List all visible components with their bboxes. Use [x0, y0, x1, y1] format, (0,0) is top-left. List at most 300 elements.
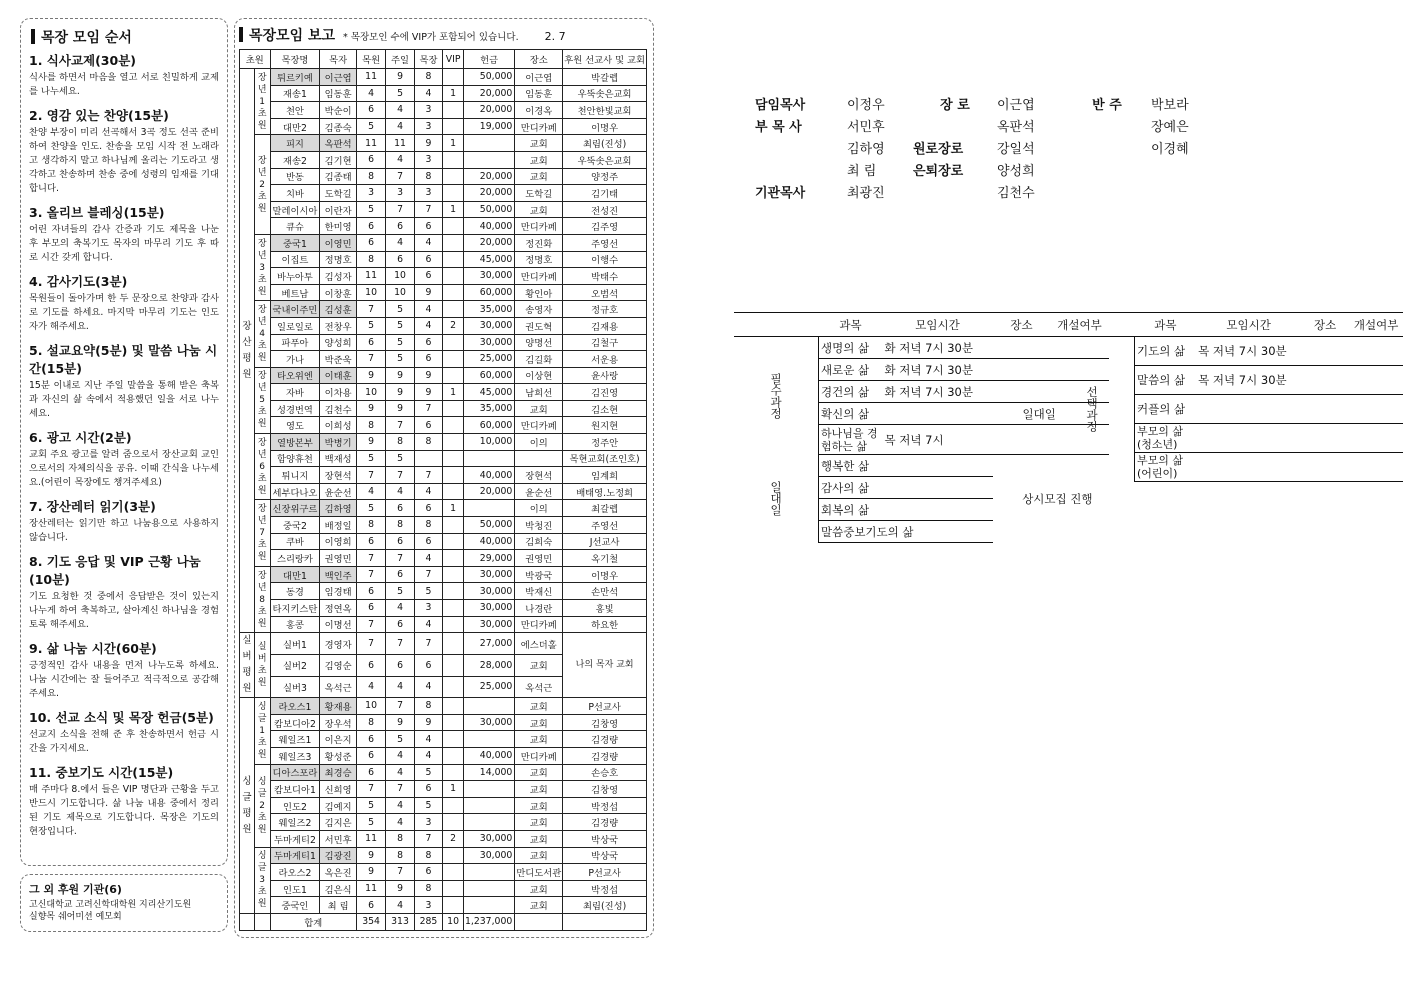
cur-header-course: 과목 — [819, 313, 883, 337]
staff-banju-label: 반 주 — [1092, 97, 1122, 113]
report-cell-v: 1 — [443, 85, 464, 102]
report-cell-name: 신장위구르 — [270, 500, 320, 517]
report-cell-place: 이상현 — [515, 367, 563, 384]
report-cell-leader: 배정일 — [320, 517, 357, 534]
report-cell-a: 5 — [356, 797, 385, 814]
report-header: 초원 — [240, 50, 271, 69]
report-cell-a: 9 — [356, 367, 385, 384]
report-cell-c: 4 — [414, 731, 442, 748]
report-cell-v — [443, 284, 464, 301]
report-cell-v — [443, 814, 464, 831]
report-cell-b: 7 — [386, 201, 414, 218]
report-cell-offering: 30,000 — [463, 268, 514, 285]
report-note: * 목장모인 수에 VIP가 포함되어 있습니다. — [343, 32, 519, 43]
report-cell-c: 3 — [414, 897, 442, 914]
meeting-order-panel — [20, 18, 228, 866]
report-cell-leader: 임동훈 — [320, 85, 357, 102]
report-cell-a: 6 — [356, 764, 385, 781]
report-cell-support: 옥기철 — [563, 550, 647, 567]
report-row — [240, 417, 647, 434]
report-cell-v — [443, 847, 464, 864]
report-cell-place: 교회 — [515, 201, 563, 218]
report-cell-leader: 옥은진 — [320, 864, 357, 881]
report-cell-support: 우뚝솟은교회 — [563, 85, 647, 102]
report-cell-leader: 윤순선 — [320, 483, 357, 500]
report-cell-name: 재송2 — [270, 151, 320, 168]
report-cell-name: 중국2 — [270, 517, 320, 534]
report-subgroup: 싱글3초원 — [254, 847, 270, 913]
report-cell-c: 6 — [414, 654, 442, 676]
report-cell-place: 옥석근 — [515, 676, 563, 698]
report-cell-c: 5 — [414, 797, 442, 814]
report-row — [240, 517, 647, 534]
report-cell-b: 5 — [386, 317, 414, 334]
report-cell-leader: 도학길 — [320, 185, 357, 202]
report-cell-c: 7 — [414, 633, 442, 655]
report-row — [240, 218, 647, 235]
report-cell-v — [443, 334, 464, 351]
meeting-step — [29, 51, 219, 99]
curriculum-course: 생명의 삶 — [819, 337, 883, 359]
report-cell-a: 5 — [356, 500, 385, 517]
report-cell-name: 치바 — [270, 185, 320, 202]
report-total-value: 285 — [414, 913, 442, 930]
report-cell-v: 1 — [443, 781, 464, 798]
report-cell-place: 황인아 — [515, 284, 563, 301]
report-cell-a: 7 — [356, 467, 385, 484]
report-cell-support: 주영선 — [563, 517, 647, 534]
report-cell-support: 김소현 — [563, 400, 647, 417]
report-cell-name: 세부다나오 — [270, 483, 320, 500]
report-cell-name: 재송1 — [270, 85, 320, 102]
report-cell-place: 이의 — [515, 500, 563, 517]
report-cell-name: 캄보디아2 — [270, 714, 320, 731]
report-cell-place: 정진화 — [515, 234, 563, 251]
report-cell-leader: 이은지 — [320, 731, 357, 748]
report-cell-c: 4 — [414, 550, 442, 567]
support-panel — [20, 874, 228, 932]
report-cell-leader: 백인주 — [320, 566, 357, 583]
report-cell-c: 7 — [414, 467, 442, 484]
curriculum-course: 경건의 삶 — [819, 381, 883, 403]
report-cell-name: 가나 — [270, 351, 320, 368]
report-title: 목장모임 보고 — [239, 25, 335, 45]
report-cell-offering: 20,000 — [463, 85, 514, 102]
report-cell-place: 만디카페 — [515, 118, 563, 135]
report-cell-leader: 권영민 — [320, 550, 357, 567]
report-cell-v — [443, 654, 464, 676]
report-header: 후원 선교사 및 교회 — [563, 50, 647, 69]
report-cell-place — [515, 450, 563, 467]
report-cell-a: 5 — [356, 317, 385, 334]
report-cell-c: 8 — [414, 434, 442, 451]
report-cell-offering: 20,000 — [463, 483, 514, 500]
report-total-value: 313 — [386, 913, 414, 930]
report-cell-place: 교회 — [515, 400, 563, 417]
report-cell-c: 3 — [414, 814, 442, 831]
report-cell-b: 9 — [386, 880, 414, 897]
report-cell-name: 쿠바 — [270, 533, 320, 550]
meeting-step — [29, 552, 219, 632]
report-cell-v: 2 — [443, 830, 464, 847]
report-cell-v — [443, 351, 464, 368]
report-cell-support: 오범석 — [563, 284, 647, 301]
report-cell-c: 8 — [414, 880, 442, 897]
curriculum-group-required: 필수과정 — [734, 337, 819, 455]
report-cell-support: 이명우 — [563, 118, 647, 135]
report-cell-b: 6 — [386, 500, 414, 517]
report-cell-place: 송영자 — [515, 301, 563, 318]
report-cell-a: 5 — [356, 201, 385, 218]
report-cell-c — [414, 450, 442, 467]
report-cell-b: 3 — [386, 185, 414, 202]
report-cell-offering: 40,000 — [463, 218, 514, 235]
report-cell-c: 9 — [414, 135, 442, 152]
meeting-step-body: 식사를 하면서 마음을 열고 서로 친밀하게 교제를 나누세요. — [29, 72, 219, 97]
curriculum-course: 하나님을 경험하는 삶 — [819, 425, 883, 455]
report-cell-b: 9 — [386, 400, 414, 417]
meeting-step-body: 기도 요청한 것 중에서 응답받은 것이 있는지 나누게 하여 축복하고, 살아계신 하나님을 경험토록 해주세요. — [29, 591, 219, 630]
report-cell-name: 라오스2 — [270, 864, 320, 881]
report-row — [240, 185, 647, 202]
report-row — [240, 583, 647, 600]
report-cell-place: 남희선 — [515, 384, 563, 401]
report-cell-v — [443, 583, 464, 600]
curriculum-course: 기도의 삶 — [1135, 337, 1197, 366]
staff-banju-3: 이경혜 — [1151, 141, 1189, 157]
curriculum-time: 화 저녁 7시 30분 — [883, 381, 993, 403]
report-cell-offering: 50,000 — [463, 201, 514, 218]
report-cell-leader: 장현석 — [320, 467, 357, 484]
report-total-blank — [515, 913, 563, 930]
report-cell-place: 교회 — [515, 880, 563, 897]
report-cell-support: 배태영.노정희 — [563, 483, 647, 500]
report-cell-b: 6 — [386, 218, 414, 235]
report-cell-a: 7 — [356, 550, 385, 567]
report-cell-a: 6 — [356, 897, 385, 914]
report-cell-a: 10 — [356, 698, 385, 715]
meeting-step-title: 7. 장산레터 읽기(3분) — [29, 499, 156, 514]
meeting-step-body: 어린 자녀들의 감사 간증과 기도 제목을 나눈 후 부모의 축복기도 목자의 마무리 기도 후 따로 시간 갖게 합니다. — [29, 224, 219, 263]
report-cell-offering: 27,000 — [463, 633, 514, 655]
report-cell-a: 6 — [356, 600, 385, 617]
report-cell-offering: 19,000 — [463, 118, 514, 135]
report-cell-leader: 김영순 — [320, 654, 357, 676]
report-cell-place: 교회 — [515, 797, 563, 814]
report-cell-support: 김창영 — [563, 781, 647, 798]
report-cell-b: 8 — [386, 517, 414, 534]
curriculum-course: 확신의 삶 — [819, 403, 883, 425]
report-table — [239, 49, 647, 931]
report-cell-place: 교회 — [515, 781, 563, 798]
report-cell-c: 4 — [414, 483, 442, 500]
report-cell-support: 박정섭 — [563, 880, 647, 897]
report-cell-place: 정명호 — [515, 251, 563, 268]
curriculum-time: 목 저녁 7시 30분 — [1196, 366, 1403, 395]
report-cell-c: 8 — [414, 517, 442, 534]
report-header: 목원 — [356, 50, 385, 69]
report-row — [240, 533, 647, 550]
report-cell-name: 영도 — [270, 417, 320, 434]
curriculum-time: 화 저녁 7시 30분 — [883, 359, 993, 381]
report-cell-a: 5 — [356, 814, 385, 831]
report-cell-v — [443, 764, 464, 781]
report-cell-a: 9 — [356, 847, 385, 864]
staff-inst-label: 기관목사 — [755, 185, 806, 201]
report-cell-v: 2 — [443, 317, 464, 334]
report-cell-name: 중국1 — [270, 234, 320, 251]
report-cell-c: 6 — [414, 417, 442, 434]
report-cell-c: 9 — [414, 714, 442, 731]
meeting-step-body: 15분 이내로 지난 주일 말씀을 통해 받은 축복과 자신의 삶 속에서 적용했던 일을 서로 나누세요. — [29, 380, 219, 419]
report-cell-v — [443, 218, 464, 235]
report-cell-support: 최림(진성) — [563, 897, 647, 914]
staff-senior-label: 담임목사 — [755, 97, 806, 113]
report-cell-support: 이명우 — [563, 566, 647, 583]
report-cell-v — [443, 897, 464, 914]
report-subgroup: 장년8초원 — [254, 566, 270, 632]
report-cell-support: 최갈렙 — [563, 500, 647, 517]
report-cell-b: 4 — [386, 747, 414, 764]
report-cell-leader: 황재용 — [320, 698, 357, 715]
cur-header-course-2: 과목 — [1135, 313, 1197, 337]
staff-assoc-3: 최 림 — [847, 163, 877, 179]
report-cell-v — [443, 434, 464, 451]
report-cell-leader: 최경승 — [320, 764, 357, 781]
report-cell-offering — [463, 731, 514, 748]
report-row — [240, 731, 647, 748]
report-row — [240, 284, 647, 301]
report-cell-name: 두마게티1 — [270, 847, 320, 864]
report-cell-b: 5 — [386, 583, 414, 600]
report-cell-name: 함양휴천 — [270, 450, 320, 467]
report-subgroup: 장년5초원 — [254, 367, 270, 433]
report-cell-a: 7 — [356, 566, 385, 583]
report-cell-a: 8 — [356, 714, 385, 731]
report-cell-b: 4 — [386, 234, 414, 251]
report-cell-support: 박정섭 — [563, 797, 647, 814]
report-cell-v: 1 — [443, 500, 464, 517]
report-cell-b: 4 — [386, 118, 414, 135]
report-cell-name: 두마게티2 — [270, 830, 320, 847]
report-row — [240, 234, 647, 251]
report-cell-support: 원지현 — [563, 417, 647, 434]
report-total-value: 1,237,000 — [463, 913, 514, 930]
meeting-step — [29, 272, 219, 334]
report-cell-c: 7 — [414, 201, 442, 218]
report-cell-b: 4 — [386, 897, 414, 914]
report-total-blank — [240, 913, 255, 930]
report-cell-place: 만디카페 — [515, 268, 563, 285]
report-cell-support: 김창영 — [563, 714, 647, 731]
report-cell-b: 4 — [386, 814, 414, 831]
curriculum-course: 말씀의 삶 — [1135, 366, 1197, 395]
report-cell-name: 실버3 — [270, 676, 320, 698]
report-cell-c: 6 — [414, 334, 442, 351]
report-cell-place: 에스더홀 — [515, 633, 563, 655]
report-cell-v — [443, 797, 464, 814]
meeting-order-steps — [29, 51, 219, 839]
report-subgroup: 장년2초원 — [254, 135, 270, 235]
report-cell-offering: 30,000 — [463, 600, 514, 617]
report-cell-place: 김희숙 — [515, 533, 563, 550]
report-cell-leader: 이태훈 — [320, 367, 357, 384]
report-cell-a: 6 — [356, 102, 385, 119]
report-cell-v — [443, 880, 464, 897]
report-cell-offering — [463, 864, 514, 881]
report-cell-b: 6 — [386, 251, 414, 268]
report-cell-b: 4 — [386, 676, 414, 698]
report-cell-place: 권영민 — [515, 550, 563, 567]
report-row — [240, 434, 647, 451]
meeting-step-title: 11. 중보기도 시간(15분) — [29, 765, 174, 780]
report-row — [240, 781, 647, 798]
report-cell-a: 6 — [356, 731, 385, 748]
curriculum-time — [1196, 424, 1403, 453]
report-cell-leader: 김지은 — [320, 814, 357, 831]
report-cell-support: 최림(진성) — [563, 135, 647, 152]
meeting-step-title: 6. 광고 시간(2분) — [29, 430, 132, 445]
report-cell-a: 6 — [356, 747, 385, 764]
report-cell-v — [443, 616, 464, 633]
report-cell-b: 8 — [386, 847, 414, 864]
report-cell-offering — [463, 880, 514, 897]
cur-header-time: 모임시간 — [883, 313, 993, 337]
report-cell-a: 5 — [356, 118, 385, 135]
report-total-label: 합계 — [270, 913, 356, 930]
report-cell-support: 정규호 — [563, 301, 647, 318]
meeting-step-title: 5. 설교요약(5분) 및 말씀 나눔 시간(15분) — [29, 343, 218, 376]
report-cell-c: 6 — [414, 268, 442, 285]
report-cell-place: 교회 — [515, 764, 563, 781]
report-cell-leader: 옥석근 — [320, 676, 357, 698]
meeting-step-title: 10. 선교 소식 및 목장 헌금(5분) — [29, 710, 214, 725]
report-cell-v — [443, 747, 464, 764]
report-cell-b: 6 — [386, 566, 414, 583]
report-cell-a: 6 — [356, 218, 385, 235]
report-cell-b: 6 — [386, 616, 414, 633]
report-cell-a: 9 — [356, 400, 385, 417]
report-header: VIP — [443, 50, 464, 69]
report-cell-v — [443, 483, 464, 500]
report-row — [240, 251, 647, 268]
staff-retired-label: 은퇴장로 — [913, 163, 964, 179]
report-cell-v — [443, 118, 464, 135]
report-cell-leader: 장우석 — [320, 714, 357, 731]
report-cell-v — [443, 69, 464, 86]
staff-elder-last: 김천수 — [997, 185, 1035, 201]
report-row — [240, 550, 647, 567]
report-cell-support: 손만석 — [563, 583, 647, 600]
report-cell-v: 1 — [443, 201, 464, 218]
report-cell-name: 웨일즈3 — [270, 747, 320, 764]
report-cell-a: 4 — [356, 483, 385, 500]
report-cell-a: 7 — [356, 781, 385, 798]
report-cell-leader: 한미영 — [320, 218, 357, 235]
report-cell-name: 이집트 — [270, 251, 320, 268]
report-cell-support: 양정주 — [563, 168, 647, 185]
report-cell-v — [443, 533, 464, 550]
report-cell-leader: 김성훈 — [320, 301, 357, 318]
report-cell-a: 10 — [356, 384, 385, 401]
report-cell-place: 박청진 — [515, 517, 563, 534]
report-cell-offering: 20,000 — [463, 185, 514, 202]
report-cell-offering: 60,000 — [463, 417, 514, 434]
report-cell-c: 4 — [414, 85, 442, 102]
report-cell-v — [443, 251, 464, 268]
meeting-step — [29, 708, 219, 756]
report-row — [240, 85, 647, 102]
report-cell-support: 임계희 — [563, 467, 647, 484]
report-cell-offering: 30,000 — [463, 616, 514, 633]
report-cell-leader: 이영민 — [320, 234, 357, 251]
report-cell-name: 베트남 — [270, 284, 320, 301]
report-panel — [234, 18, 654, 938]
curriculum-place: 일대일 — [993, 403, 1109, 425]
report-cell-c: 8 — [414, 168, 442, 185]
report-subgroup: 실버초원 — [254, 633, 270, 698]
report-row — [240, 334, 647, 351]
report-cell-c: 8 — [414, 69, 442, 86]
report-subgroup: 장년3초원 — [254, 234, 270, 300]
report-cell-place: 만디카페 — [515, 417, 563, 434]
report-cell-leader: 이영희 — [320, 533, 357, 550]
report-total-value: 10 — [443, 913, 464, 930]
curriculum-one-note: 상시모집 진행 — [1022, 491, 1093, 506]
report-cell-leader: 이근엽 — [320, 69, 357, 86]
report-cell-leader: 황성준 — [320, 747, 357, 764]
curriculum-course: 부모의 삶 (청소년) — [1135, 424, 1197, 453]
report-cell-offering: 30,000 — [463, 583, 514, 600]
staff-retired: 양성희 — [997, 163, 1035, 179]
report-cell-name: 열방본부 — [270, 434, 320, 451]
report-row — [240, 483, 647, 500]
curriculum-time: 목 저녁 7시 — [883, 425, 993, 455]
report-cell-b: 11 — [386, 135, 414, 152]
report-cell-support: P선교사 — [563, 864, 647, 881]
report-cell-v — [443, 400, 464, 417]
report-cell-offering: 30,000 — [463, 566, 514, 583]
report-cell-v — [443, 185, 464, 202]
report-row — [240, 897, 647, 914]
report-cell-offering: 30,000 — [463, 317, 514, 334]
report-cell-b: 7 — [386, 633, 414, 655]
report-cell-place: 이의 — [515, 434, 563, 451]
report-row — [240, 830, 647, 847]
report-cell-offering: 20,000 — [463, 234, 514, 251]
meeting-order-title: 목장 모임 순서 — [31, 27, 219, 47]
cur-header-place-2: 장소 — [1301, 313, 1349, 337]
report-cell-offering: 20,000 — [463, 168, 514, 185]
report-cell-leader: 이차용 — [320, 384, 357, 401]
report-cell-leader: 김하영 — [320, 500, 357, 517]
report-cell-b: 7 — [386, 698, 414, 715]
report-cell-v — [443, 864, 464, 881]
report-cell-support: 정주안 — [563, 434, 647, 451]
report-cell-v — [443, 731, 464, 748]
report-cell-support: 천안한빛교회 — [563, 102, 647, 119]
report-cell-offering: 20,000 — [463, 102, 514, 119]
report-cell-b: 8 — [386, 830, 414, 847]
report-cell-leader: 이명선 — [320, 616, 357, 633]
report-cell-v — [443, 450, 464, 467]
report-row — [240, 367, 647, 384]
report-cell-a: 10 — [356, 284, 385, 301]
report-group-label: 실버평원 — [240, 633, 255, 698]
report-cell-a: 4 — [356, 85, 385, 102]
report-cell-a: 4 — [356, 676, 385, 698]
report-row — [240, 698, 647, 715]
